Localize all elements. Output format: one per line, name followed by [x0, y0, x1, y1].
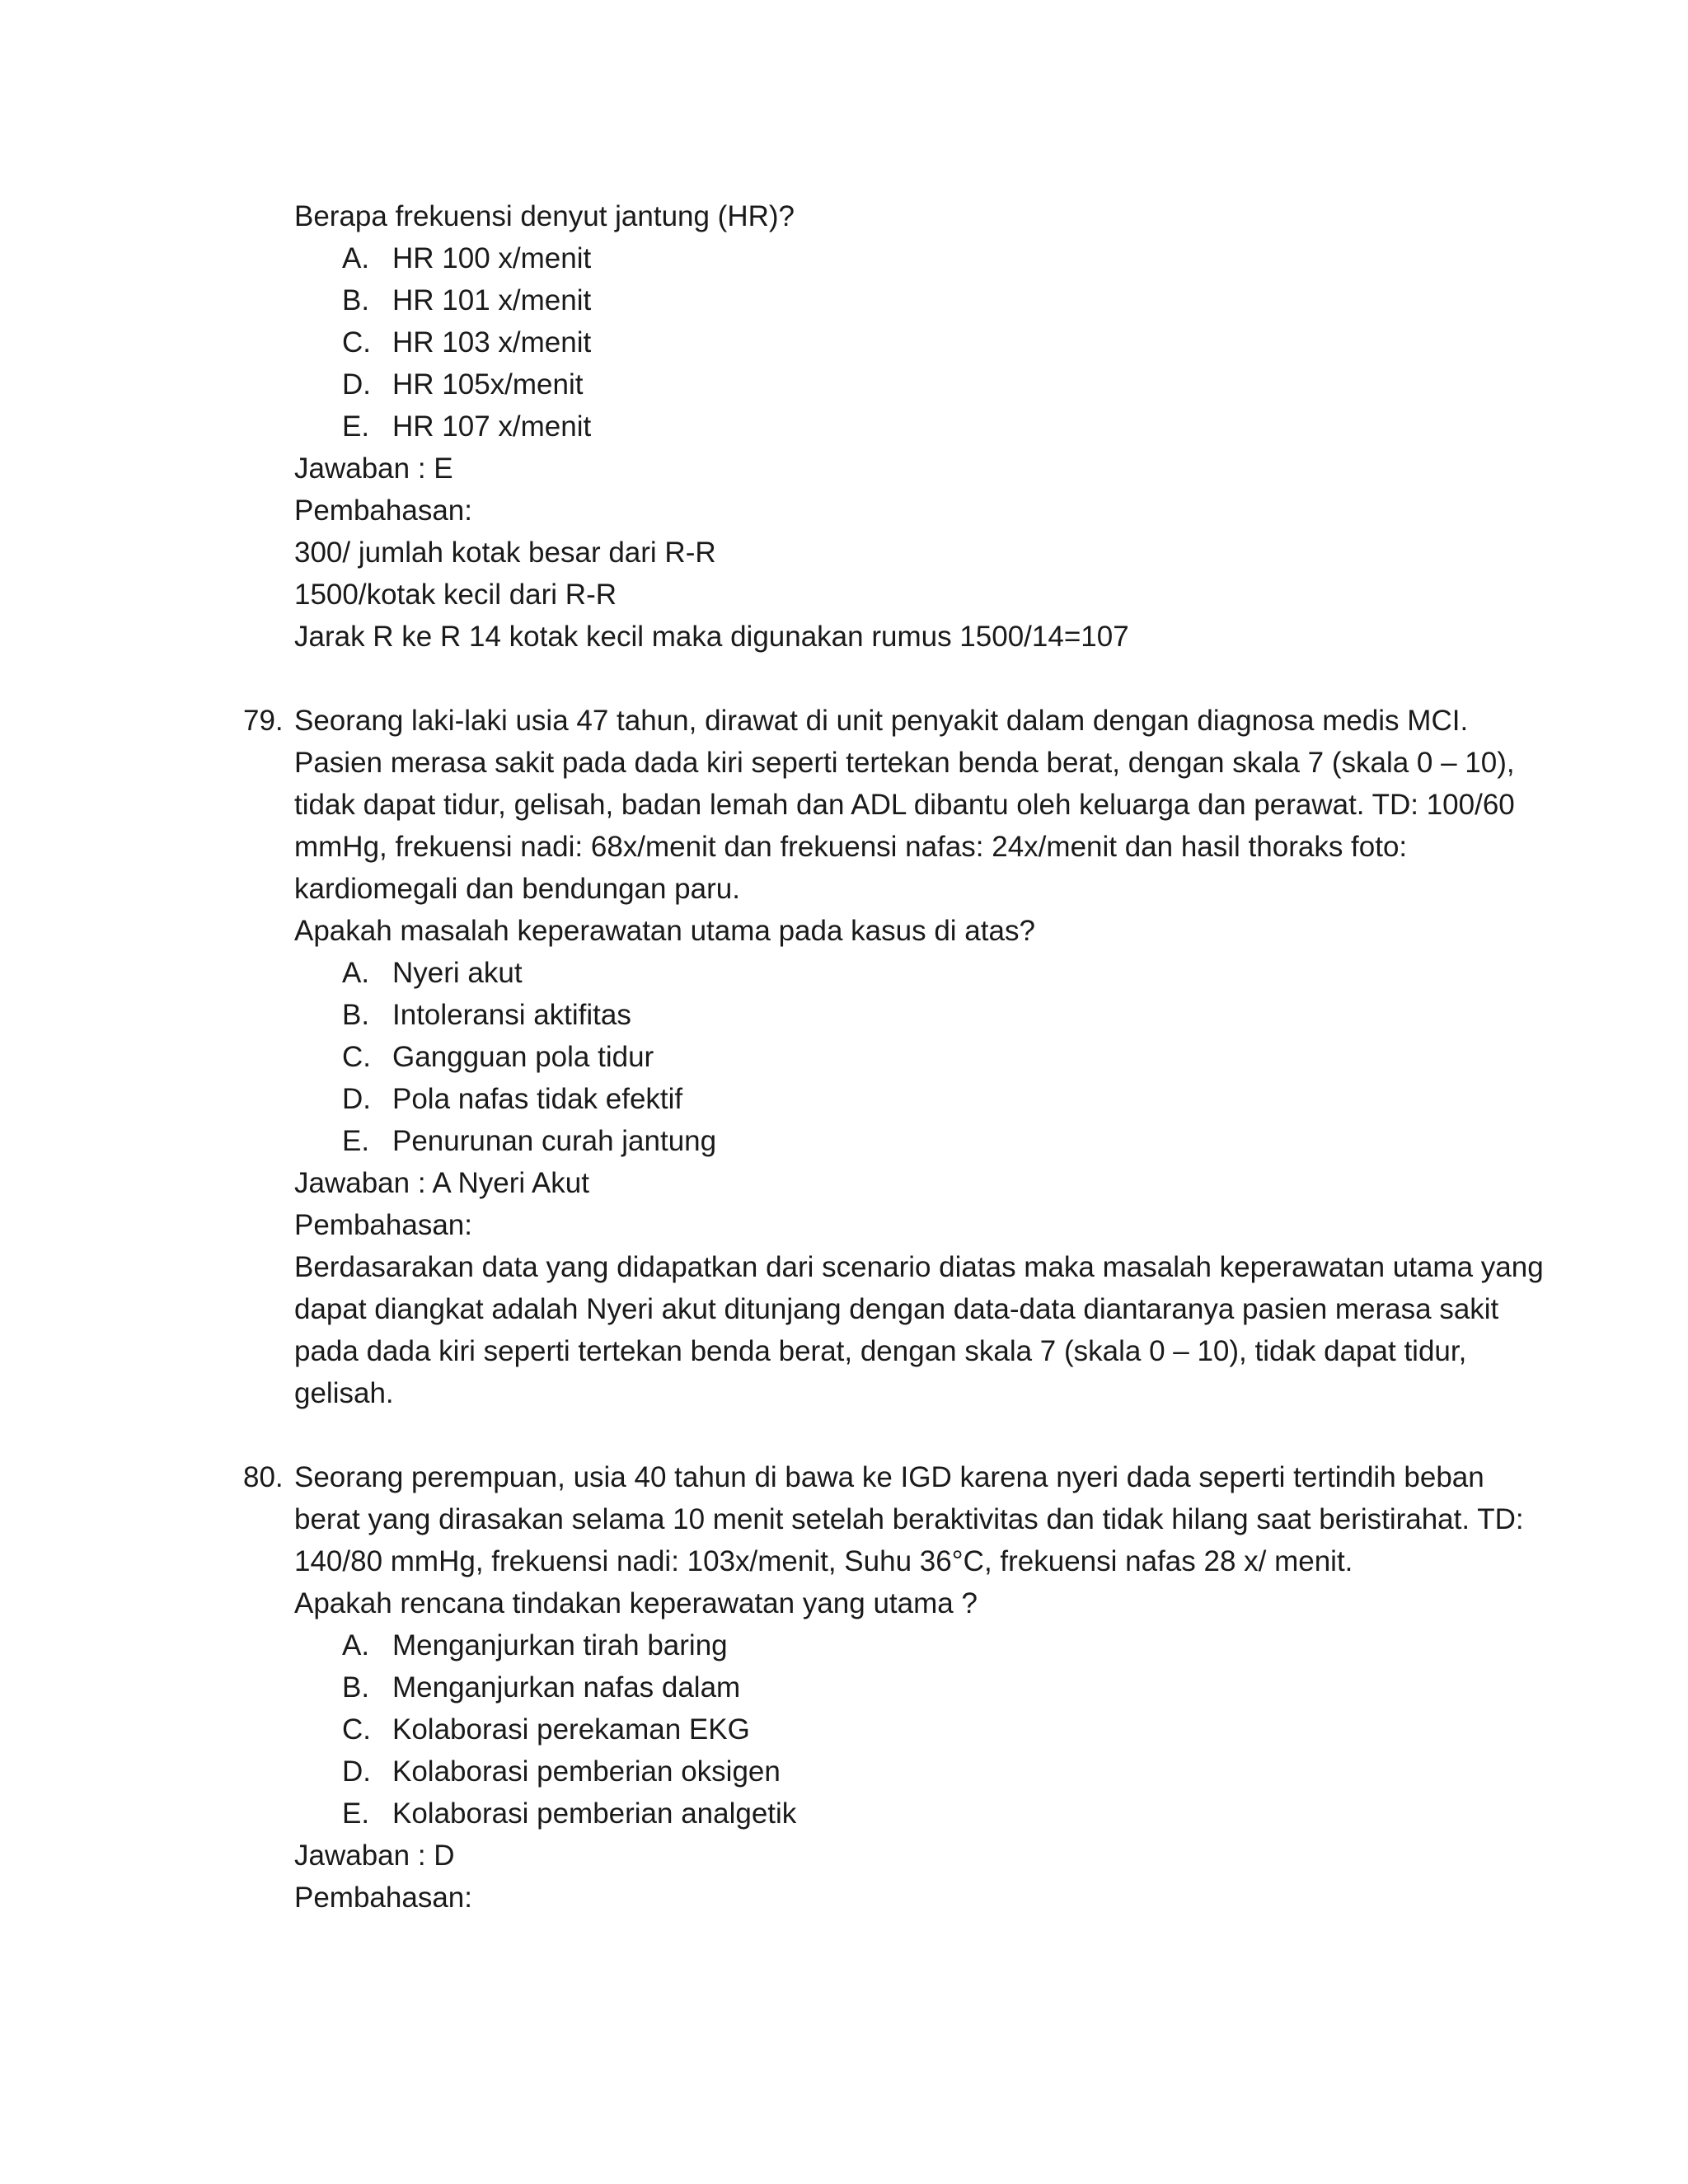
question-stem-line: Pasien merasa sakit pada dada kiri seperti tertekan benda berat, dengan skala 7 (skala 0 – 10), [294, 747, 1515, 779]
option-letter: D. [342, 1083, 371, 1115]
option-letter: E. [342, 1797, 370, 1830]
option-text: Menganjurkan tirah baring [392, 1629, 728, 1661]
option-text: Pola nafas tidak efektif [392, 1083, 683, 1115]
option-letter: C. [342, 1041, 371, 1073]
option-text: Menganjurkan nafas dalam [392, 1671, 741, 1704]
discussion-label: Pembahasan: [294, 1209, 472, 1241]
option-text: HR 103 x/menit [392, 326, 592, 359]
option-text: Kolaborasi pemberian analgetik [392, 1797, 797, 1830]
option-text: Nyeri akut [392, 957, 523, 989]
option-letter: E. [342, 1125, 370, 1157]
option-text: HR 107 x/menit [392, 410, 592, 443]
discussion-line: 1500/kotak kecil dari R-R [294, 579, 617, 611]
question-text: Apakah masalah keperawatan utama pada kasus di atas? [294, 915, 1035, 947]
question-stem-line: tidak dapat tidur, gelisah, badan lemah dan ADL dibantu oleh keluarga dan perawat. TD: 100/60 [294, 789, 1515, 821]
discussion-label: Pembahasan: [294, 494, 472, 527]
option-text: Gangguan pola tidur [392, 1041, 654, 1073]
question-number: 79. [243, 705, 284, 737]
option-letter: A. [342, 957, 370, 989]
option-letter: B. [342, 1671, 370, 1704]
option-text: Penurunan curah jantung [392, 1125, 717, 1157]
question-stem-line: Seorang laki-laki usia 47 tahun, dirawat di unit penyakit dalam dengan diagnosa medis MCI. [294, 705, 1469, 737]
answer-line: Jawaban : D [294, 1840, 455, 1872]
option-text: Kolaborasi pemberian oksigen [392, 1755, 781, 1788]
option-text: HR 101 x/menit [392, 284, 592, 316]
option-letter: D. [342, 1755, 371, 1788]
question-stem-line: mmHg, frekuensi nadi: 68x/menit dan frekuensi nafas: 24x/menit dan hasil thoraks foto: [294, 831, 1408, 863]
option-text: HR 105x/menit [392, 368, 584, 401]
question-stem-line: berat yang dirasakan selama 10 menit setelah beraktivitas dan tidak hilang saat beristirahat. TD: [294, 1503, 1524, 1535]
question-stem-line: 140/80 mmHg, frekuensi nadi: 103x/menit, Suhu 36°C, frekuensi nafas 28 x/ menit. [294, 1545, 1353, 1577]
option-letter: C. [342, 1713, 371, 1746]
option-letter: A. [342, 242, 370, 274]
question-text: Apakah rencana tindakan keperawatan yang utama ? [294, 1587, 978, 1619]
discussion-line: Berdasarakan data yang didapatkan dari scenario diatas maka masalah keperawatan utama yang [294, 1251, 1544, 1283]
discussion-label: Pembahasan: [294, 1882, 472, 1914]
answer-line: Jawaban : A Nyeri Akut [294, 1167, 589, 1199]
question-stem-line: kardiomegali dan bendungan paru. [294, 873, 740, 905]
option-letter: A. [342, 1629, 370, 1661]
option-letter: B. [342, 284, 370, 316]
discussion-line: Jarak R ke R 14 kotak kecil maka digunakan rumus 1500/14=107 [294, 621, 1129, 653]
discussion-line: gelisah. [294, 1377, 394, 1409]
question-text: Berapa frekuensi denyut jantung (HR)? [294, 200, 795, 232]
option-text: Intoleransi aktifitas [392, 999, 631, 1031]
option-letter: E. [342, 410, 370, 443]
question-stem-line: Seorang perempuan, usia 40 tahun di bawa ke IGD karena nyeri dada seperti tertindih beban [294, 1461, 1484, 1493]
discussion-line: 300/ jumlah kotak besar dari R-R [294, 537, 716, 569]
option-text: HR 100 x/menit [392, 242, 592, 274]
option-letter: D. [342, 368, 371, 401]
option-letter: C. [342, 326, 371, 359]
option-text: Kolaborasi perekaman EKG [392, 1713, 750, 1746]
question-number: 80. [243, 1461, 284, 1493]
option-letter: B. [342, 999, 370, 1031]
discussion-line: dapat diangkat adalah Nyeri akut ditunjang dengan data-data diantaranya pasien merasa sakit [294, 1293, 1499, 1325]
answer-line: Jawaban : E [294, 452, 453, 485]
discussion-line: pada dada kiri seperti tertekan benda berat, dengan skala 7 (skala 0 – 10), tidak dapat tidur, [294, 1335, 1467, 1367]
